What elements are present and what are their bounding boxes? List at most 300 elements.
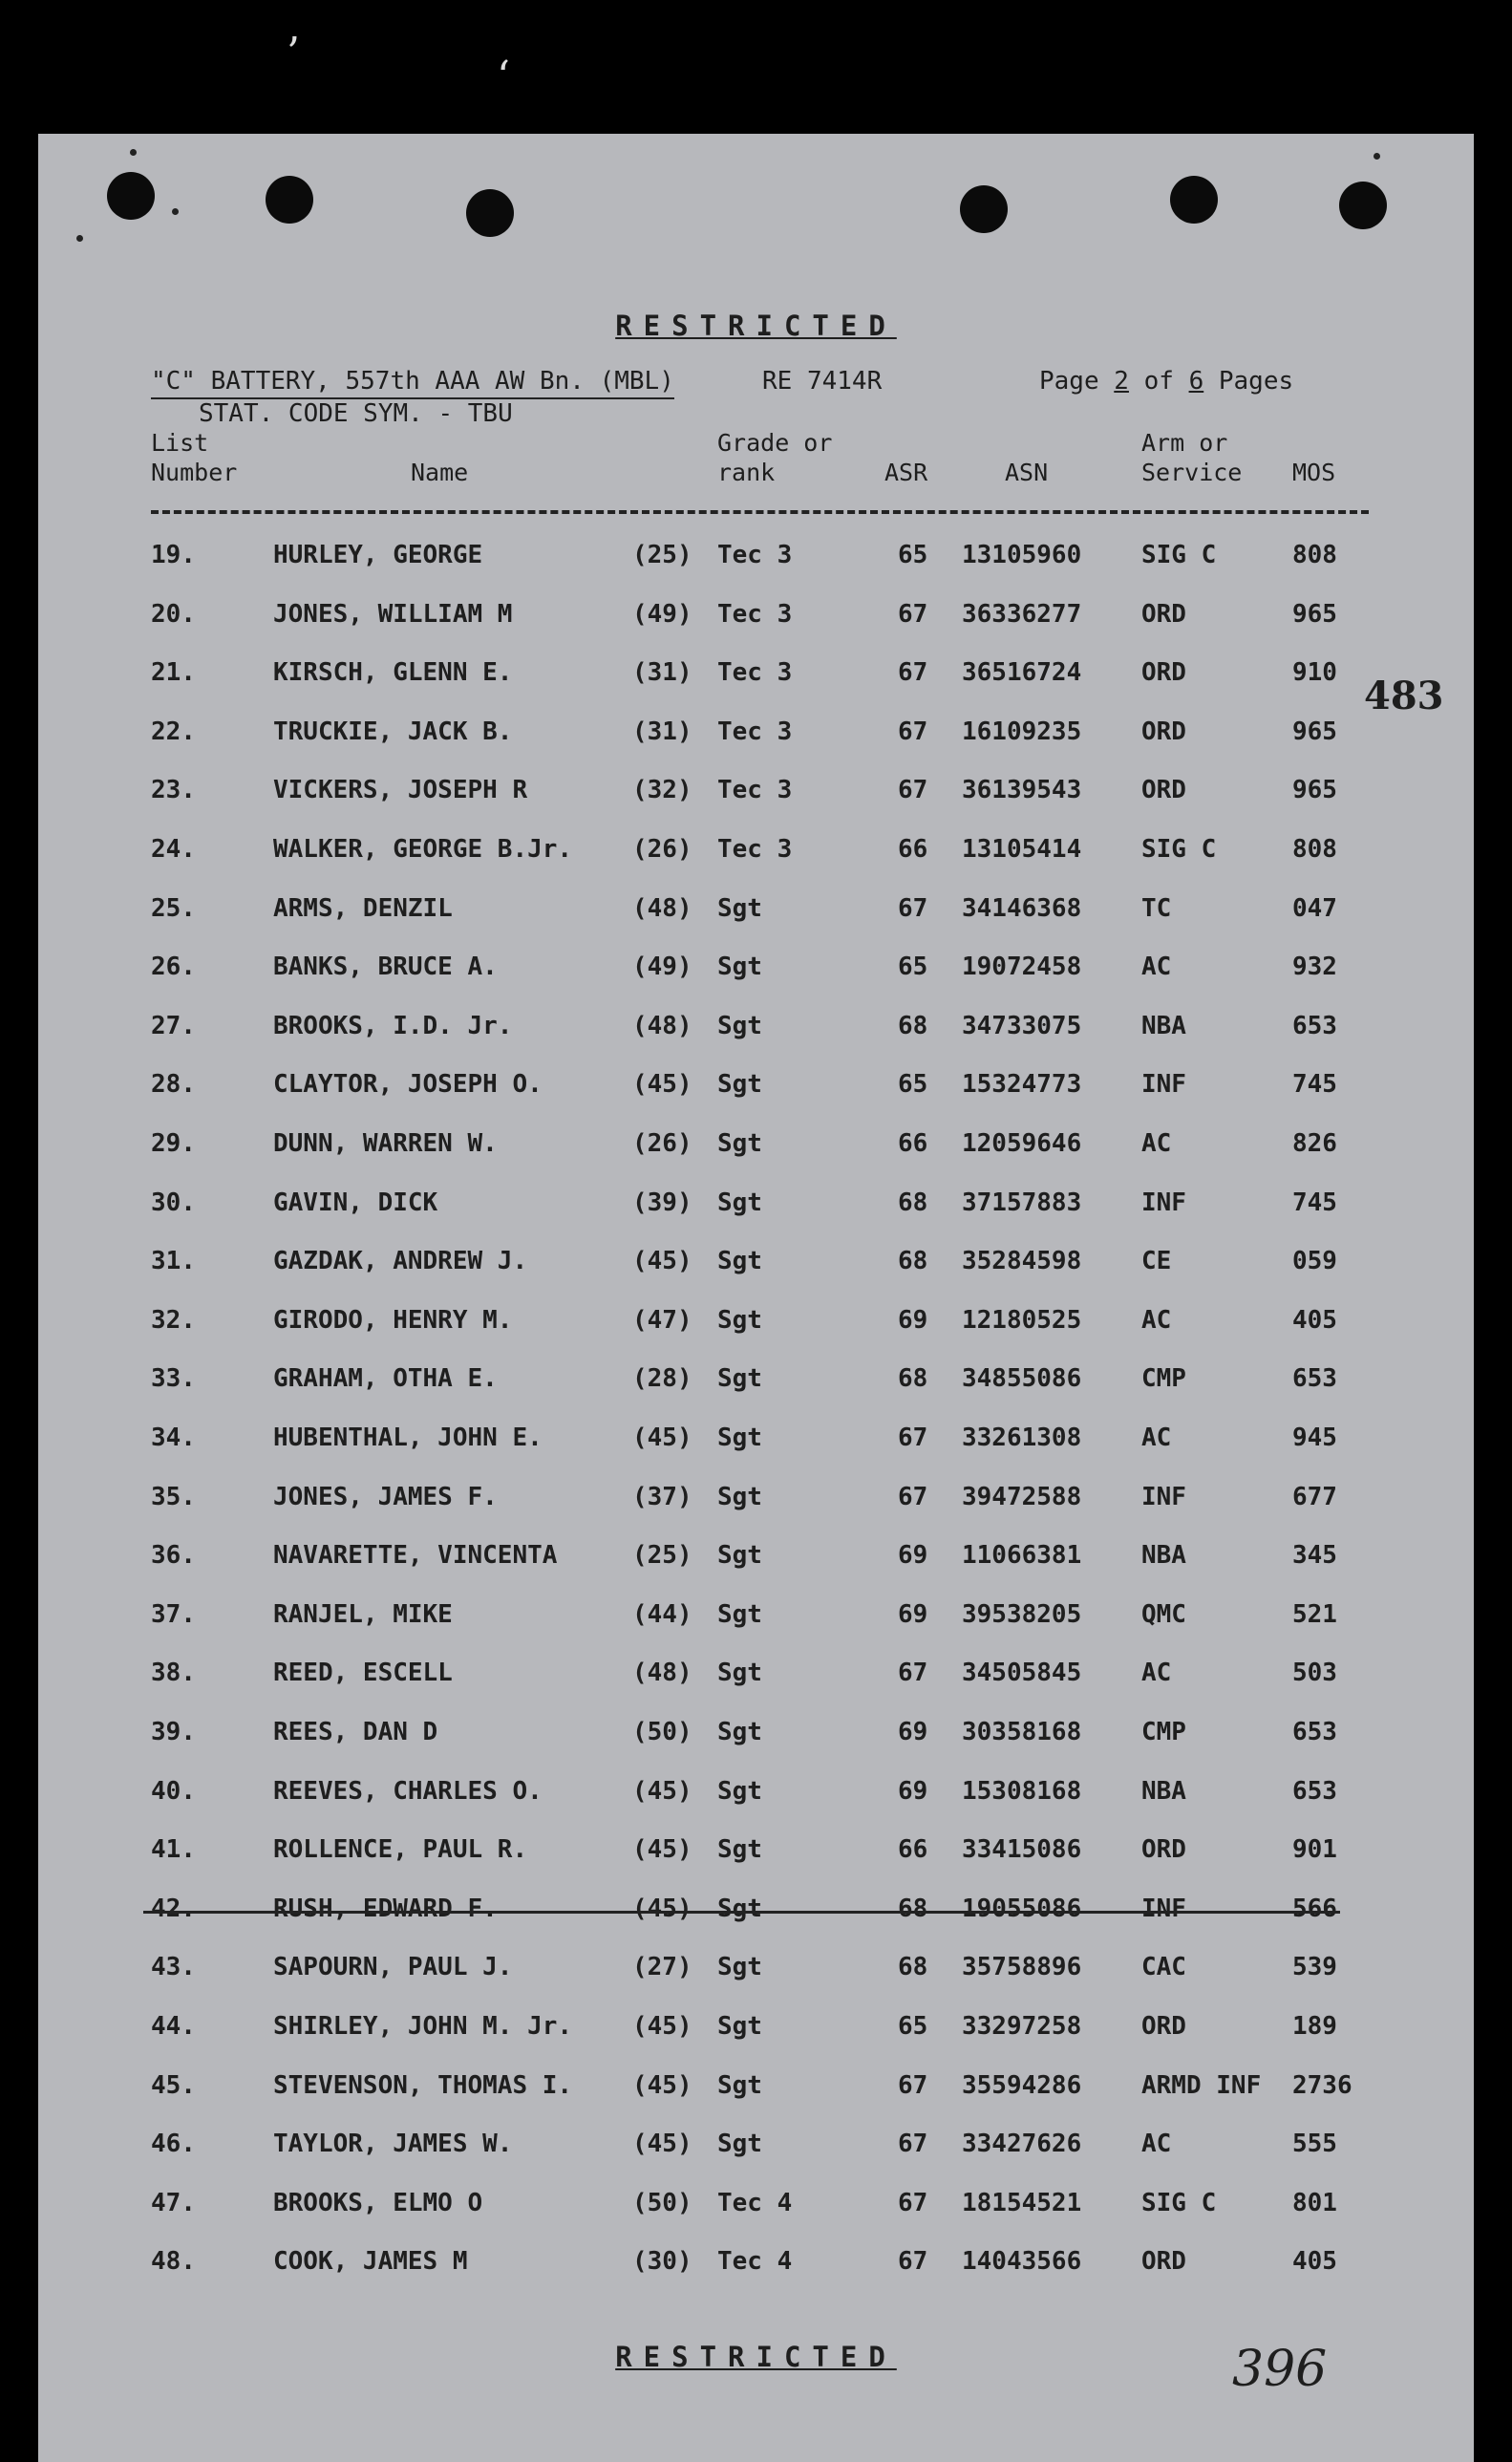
cell-name: BROOKS, ELMO O [273,2188,483,2217]
cell-arm: AC [1141,1659,1172,1688]
table-row [38,1188,1474,1227]
cell-mos: 745 [1292,1070,1337,1100]
cell-arm: AC [1141,2130,1172,2159]
cell-age: (25) [632,541,692,569]
cell-mos: 653 [1292,1011,1337,1040]
cell-grade: Sgt [717,1188,762,1217]
cell-num: 45. [151,2070,196,2100]
cell-num: 19. [151,541,196,569]
cell-mos: 566 [1292,1894,1337,1923]
cell-asn: 14043566 [962,2247,1082,2277]
cell-mos: 555 [1292,2130,1337,2159]
cell-grade: Tec 3 [717,776,793,805]
table-row [38,1777,1474,1815]
cell-asn: 36139543 [962,776,1082,805]
cell-mos: 047 [1292,893,1337,923]
cell-grade: Sgt [717,2012,762,2041]
cell-asr: 66 [898,835,928,864]
cell-mos: 539 [1292,1953,1337,1982]
cell-arm: TC [1141,893,1172,923]
punch-hole [1339,182,1387,229]
cell-asr: 67 [898,1659,928,1688]
page-total: 6 [1188,367,1204,396]
cell-num: 34. [151,1424,196,1452]
cell-grade: Sgt [717,1129,762,1158]
cell-mos: 901 [1292,1835,1337,1865]
cell-age: (31) [632,717,692,746]
cell-age: (28) [632,1364,692,1394]
cell-age: (50) [632,1718,692,1746]
punch-hole [107,172,155,220]
cell-asr: 67 [898,2070,928,2100]
cell-grade: Sgt [717,1835,762,1865]
cell-mos: 345 [1292,1541,1337,1571]
table-row [38,2130,1474,2168]
cell-asr: 67 [898,776,928,805]
cell-grade: Sgt [717,1659,762,1688]
cell-num: 27. [151,1011,196,1040]
cell-name: COOK, JAMES M [273,2247,468,2277]
cell-grade: Sgt [717,2070,762,2100]
table-row [38,658,1474,696]
cell-mos: 808 [1292,835,1337,864]
cell-grade: Sgt [717,2130,762,2159]
cell-age: (26) [632,1129,692,1158]
cell-asn: 36336277 [962,599,1082,629]
cell-asr: 69 [898,1541,928,1571]
cell-mos: 808 [1292,541,1337,569]
punch-hole [266,176,313,224]
cell-asn: 30358168 [962,1718,1082,1746]
cell-arm: ARMD INF [1141,2070,1262,2100]
cell-asn: 16109235 [962,717,1082,746]
cell-asr: 67 [898,2130,928,2159]
cell-arm: CAC [1141,1953,1186,1982]
cell-asn: 39538205 [962,1599,1082,1629]
scan-mark: ‘ [497,53,510,101]
cell-num: 24. [151,835,196,864]
table-row [38,1659,1474,1697]
cell-age: (45) [632,2130,692,2159]
restricted-header: RESTRICTED [615,310,897,342]
cell-arm: INF [1141,1894,1186,1923]
cell-arm: SIG C [1141,2188,1217,2217]
table-row [38,1483,1474,1521]
restricted-footer: RESTRICTED [615,2341,897,2373]
cell-age: (48) [632,1659,692,1688]
cell-asn: 12180525 [962,1305,1082,1335]
cell-mos: 945 [1292,1424,1337,1452]
cell-mos: 653 [1292,1364,1337,1394]
cell-age: (48) [632,893,692,923]
cell-grade: Sgt [717,1247,762,1276]
cell-num: 38. [151,1659,196,1688]
cell-name: BROOKS, I.D. Jr. [273,1011,513,1040]
col-header-asn: ASN [1005,459,1049,486]
cell-grade: Tec 3 [717,658,793,688]
cell-arm: QMC [1141,1599,1186,1629]
cell-num: 30. [151,1188,196,1217]
cell-num: 20. [151,599,196,629]
cell-grade: Tec 3 [717,835,793,864]
cell-name: BANKS, BRUCE A. [273,953,498,982]
cell-asn: 33297258 [962,2012,1082,2041]
cell-grade: Sgt [717,1482,762,1511]
table-row [38,1247,1474,1285]
cell-asr: 67 [898,1424,928,1452]
cell-name: ARMS, DENZIL [273,893,453,923]
cell-asn: 34733075 [962,1011,1082,1040]
col-header-grade: Grade or rank [717,429,833,486]
cell-asn: 33415086 [962,1835,1082,1865]
cell-age: (26) [632,835,692,864]
cell-num: 48. [151,2247,196,2277]
handwritten-number: 396 [1232,2341,1328,2398]
table-row [38,2247,1474,2285]
cell-num: 23. [151,776,196,805]
cell-age: (45) [632,1247,692,1276]
cell-arm: ORD [1141,717,1186,746]
table-row [38,1364,1474,1402]
cell-name: GRAHAM, OTHA E. [273,1364,498,1394]
cell-arm: ORD [1141,776,1186,805]
col-header-arm: Arm or Service [1141,429,1243,486]
table-row [38,835,1474,873]
scan-mark: ’ [287,29,300,77]
cell-age: (47) [632,1305,692,1335]
cell-grade: Sgt [717,1305,762,1335]
cell-age: (44) [632,1599,692,1629]
cell-asn: 18154521 [962,2188,1082,2217]
cell-mos: 2736 [1292,2070,1352,2100]
page-indicator [1039,367,1293,396]
cell-age: (48) [632,1011,692,1040]
cell-num: 40. [151,1776,196,1806]
cell-num: 21. [151,658,196,688]
cell-asn: 15324773 [962,1070,1082,1100]
table-row [38,2012,1474,2050]
cell-arm: ORD [1141,599,1186,629]
table-row [38,1953,1474,1991]
cell-num: 28. [151,1070,196,1100]
re-number: RE 7414R [762,367,883,396]
speck [1374,153,1380,160]
cell-age: (49) [632,599,692,629]
cell-name: RANJEL, MIKE [273,1599,453,1629]
cell-num: 31. [151,1247,196,1276]
cell-asr: 69 [898,1776,928,1806]
cell-name: SHIRLEY, JOHN M. Jr. [273,2012,573,2041]
cell-arm: AC [1141,1305,1172,1335]
cell-name: TAYLOR, JAMES W. [273,2130,513,2159]
cell-age: (45) [632,1894,692,1923]
cell-mos: 653 [1292,1776,1337,1806]
cell-asr: 65 [898,2012,928,2041]
cell-asn: 35758896 [962,1953,1082,1982]
cell-asn: 33427626 [962,2130,1082,2159]
cell-num: 36. [151,1541,196,1571]
cell-asr: 67 [898,2188,928,2217]
cell-name: TRUCKIE, JACK B. [273,717,513,746]
cell-name: SAPOURN, PAUL J. [273,1953,513,1982]
cell-asr: 66 [898,1129,928,1158]
cell-age: (50) [632,2188,692,2217]
cell-age: (27) [632,1953,692,1982]
cell-asr: 68 [898,1188,928,1217]
cell-age: (31) [632,658,692,688]
cell-mos: 653 [1292,1718,1337,1746]
cell-grade: Sgt [717,1070,762,1100]
table-row [38,1835,1474,1873]
cell-arm: AC [1141,1424,1172,1452]
punch-hole [1170,176,1218,224]
cell-asr: 68 [898,1247,928,1276]
cell-asr: 67 [898,1482,928,1511]
table-row [38,776,1474,814]
cell-asn: 34855086 [962,1364,1082,1394]
table-row [38,1070,1474,1108]
cell-name: STEVENSON, THOMAS I. [273,2070,573,2100]
table-row [38,2071,1474,2109]
cell-mos: 965 [1292,776,1337,805]
cell-grade: Sgt [717,1953,762,1982]
cell-asr: 65 [898,953,928,982]
cell-name: NAVARETTE, VINCENTA [273,1541,558,1571]
cell-asr: 66 [898,1835,928,1865]
cell-name: JONES, JAMES F. [273,1482,498,1511]
cell-grade: Tec 4 [717,2247,793,2277]
table-row [38,2189,1474,2227]
cell-num: 44. [151,2012,196,2041]
table-row [38,1541,1474,1579]
cell-arm: CMP [1141,1364,1186,1394]
table-row [38,541,1474,579]
cell-arm: ORD [1141,658,1186,688]
col-header-name: Name [411,459,469,486]
cell-arm: NBA [1141,1011,1186,1040]
cell-asr: 67 [898,717,928,746]
cell-age: (45) [632,1070,692,1100]
cell-asn: 19072458 [962,953,1082,982]
pages-label: Pages [1218,367,1294,396]
cell-asr: 68 [898,1953,928,1982]
cell-asr: 68 [898,1364,928,1394]
cell-asr: 67 [898,658,928,688]
cell-num: 29. [151,1129,196,1158]
cell-age: (45) [632,2070,692,2100]
cell-grade: Sgt [717,1894,762,1923]
table-row [38,1718,1474,1756]
cell-arm: NBA [1141,1541,1186,1571]
cell-asn: 33261308 [962,1424,1082,1452]
cell-num: 41. [151,1835,196,1865]
cell-age: (39) [632,1188,692,1217]
cell-name: REES, DAN D [273,1718,438,1746]
speck [172,208,179,215]
col-header-mos: MOS [1292,459,1336,486]
table-row [38,600,1474,638]
cell-age: (37) [632,1482,692,1511]
cell-mos: 826 [1292,1129,1337,1158]
cell-name: KIRSCH, GLENN E. [273,658,513,688]
cell-asn: 15308168 [962,1776,1082,1806]
cell-asn: 35284598 [962,1247,1082,1276]
cell-age: (45) [632,2012,692,2041]
cell-mos: 503 [1292,1659,1337,1688]
cell-grade: Sgt [717,1541,762,1571]
cell-grade: Tec 3 [717,717,793,746]
cell-arm: INF [1141,1070,1186,1100]
page-number: 2 [1114,367,1129,396]
cell-grade: Sgt [717,1718,762,1746]
cell-arm: INF [1141,1188,1186,1217]
cell-grade: Sgt [717,1599,762,1629]
cell-name: VICKERS, JOSEPH R [273,776,528,805]
cell-num: 37. [151,1599,196,1629]
cell-asr: 67 [898,2247,928,2277]
cell-mos: 405 [1292,2247,1337,2277]
cell-num: 33. [151,1364,196,1394]
cell-asr: 67 [898,599,928,629]
cell-arm: SIG C [1141,835,1217,864]
cell-arm: SIG C [1141,541,1217,569]
cell-arm: CE [1141,1247,1172,1276]
cell-num: 42. [151,1894,196,1923]
cell-mos: 677 [1292,1482,1337,1511]
punch-hole [960,185,1008,233]
cell-age: (25) [632,1541,692,1571]
cell-asr: 65 [898,541,928,569]
cell-name: WALKER, GEORGE B.Jr. [273,835,573,864]
cell-mos: 965 [1292,717,1337,746]
cell-grade: Sgt [717,1364,762,1394]
cell-name: HURLEY, GEORGE [273,541,483,569]
cell-asr: 69 [898,1599,928,1629]
cell-asr: 68 [898,1011,928,1040]
cell-asn: 19055086 [962,1894,1082,1923]
unit-designation: "C" BATTERY, 557th AAA AW Bn. (MBL) [151,367,674,399]
cell-grade: Sgt [717,1776,762,1806]
page-label: Page [1039,367,1099,396]
table-row [38,717,1474,756]
cell-mos: 801 [1292,2188,1337,2217]
table-row [38,1600,1474,1638]
cell-mos: 405 [1292,1305,1337,1335]
cell-name: DUNN, WARREN W. [273,1129,498,1158]
table-row [38,1306,1474,1344]
cell-num: 46. [151,2130,196,2159]
cell-name: HUBENTHAL, JOHN E. [273,1424,543,1452]
table-row [38,953,1474,991]
cell-grade: Sgt [717,1011,762,1040]
cell-asn: 13105960 [962,541,1082,569]
cell-name: GAZDAK, ANDREW J. [273,1247,528,1276]
cell-name: JONES, WILLIAM M [273,599,513,629]
table-row [38,894,1474,932]
cell-arm: ORD [1141,2012,1186,2041]
table-row [38,1129,1474,1167]
speck [76,235,83,242]
cell-asr: 68 [898,1894,928,1923]
cell-age: (32) [632,776,692,805]
cell-asn: 36516724 [962,658,1082,688]
cell-age: (49) [632,953,692,982]
cell-grade: Sgt [717,1424,762,1452]
cell-mos: 932 [1292,953,1337,982]
cell-asn: 12059646 [962,1129,1082,1158]
cell-mos: 521 [1292,1599,1337,1629]
cell-grade: Tec 4 [717,2188,793,2217]
cell-asr: 69 [898,1305,928,1335]
cell-arm: ORD [1141,2247,1186,2277]
table-row [38,1012,1474,1050]
cell-num: 22. [151,717,196,746]
cell-age: (45) [632,1776,692,1806]
cell-grade: Tec 3 [717,599,793,629]
cell-age: (30) [632,2247,692,2277]
cell-arm: CMP [1141,1718,1186,1746]
col-header-list-number: List Number [151,429,238,486]
cell-num: 39. [151,1718,196,1746]
cell-name: REEVES, CHARLES O. [273,1776,543,1806]
cell-mos: 910 [1292,658,1337,688]
cell-asn: 39472588 [962,1482,1082,1511]
cell-name: RUSH, EDWARD F. [273,1894,498,1923]
cell-mos: 965 [1292,599,1337,629]
cell-asr: 65 [898,1070,928,1100]
cell-arm: AC [1141,1129,1172,1158]
cell-num: 47. [151,2188,196,2217]
cell-arm: INF [1141,1482,1186,1511]
speck [130,149,137,156]
table-row [38,1424,1474,1462]
side-page-number: 483 [1364,674,1444,718]
cell-asr: 69 [898,1718,928,1746]
cell-arm: ORD [1141,1835,1186,1865]
cell-mos: 745 [1292,1188,1337,1217]
cell-asr: 67 [898,893,928,923]
cell-name: ROLLENCE, PAUL R. [273,1835,528,1865]
cell-asn: 35594286 [962,2070,1082,2100]
cell-num: 25. [151,893,196,923]
cell-asn: 11066381 [962,1541,1082,1571]
table-row-struck [38,1895,1474,1933]
cell-age: (45) [632,1835,692,1865]
cell-num: 26. [151,953,196,982]
header-rule [151,510,1369,514]
cell-name: REED, ESCELL [273,1659,453,1688]
punch-hole [466,189,514,237]
cell-grade: Sgt [717,893,762,923]
cell-mos: 189 [1292,2012,1337,2041]
cell-name: GIRODO, HENRY M. [273,1305,513,1335]
cell-asn: 34505845 [962,1659,1082,1688]
cell-num: 32. [151,1305,196,1335]
cell-grade: Sgt [717,953,762,982]
cell-age: (45) [632,1424,692,1452]
stat-code: STAT. CODE SYM. - TBU [199,399,513,428]
cell-asn: 34146368 [962,893,1082,923]
cell-grade: Tec 3 [717,541,793,569]
document-page [38,134,1474,2462]
cell-num: 35. [151,1482,196,1511]
cell-name: GAVIN, DICK [273,1188,438,1217]
cell-asn: 37157883 [962,1188,1082,1217]
cell-num: 43. [151,1953,196,1982]
cell-asn: 13105414 [962,835,1082,864]
of-label: of [1143,367,1174,396]
cell-mos: 059 [1292,1247,1337,1276]
